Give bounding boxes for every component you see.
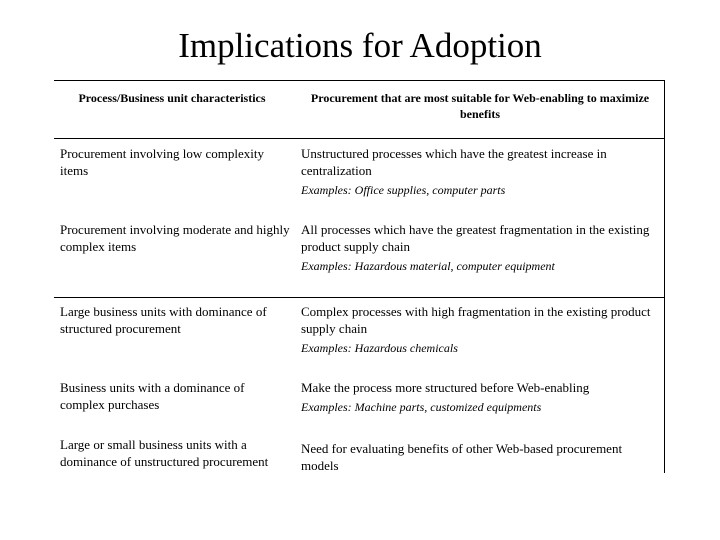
row-suitable-procurement [301, 440, 659, 474]
table-row [54, 375, 664, 431]
row-example: Examples: Hazardous material, computer equipment [301, 259, 555, 273]
row-suitable-text: All processes which have the greatest fragmentation in the existing product supply chain [301, 222, 650, 254]
row-characteristic: Large business units with dominance of structured procurement [60, 304, 267, 336]
table-header-row [54, 81, 664, 139]
row-characteristic: Procurement involving moderate and highly complex items [60, 222, 290, 254]
row-suitable-procurement [301, 221, 659, 274]
row-suitable-text: Unstructured processes which have the greatest increase in centralization [301, 146, 607, 178]
row-example: Examples: Hazardous chemicals [301, 341, 458, 355]
row-suitable-procurement [301, 379, 659, 415]
row-example: Examples: Office supplies, computer parts [301, 183, 506, 197]
header-suitable-procurement: Procurement that are most suitable for Web-enabling to maximize benefits [310, 91, 650, 121]
table-row [54, 431, 664, 473]
row-suitable-text: Complex processes with high fragmentation in the existing product supply chain [301, 304, 651, 336]
row-characteristic: Procurement involving low complexity items [60, 146, 264, 178]
row-suitable-text: Need for evaluating benefits of other Web-based procurement models [301, 441, 623, 473]
header-characteristics: Process/Business unit characteristics [78, 91, 266, 105]
adoption-table [54, 80, 665, 473]
row-suitable-procurement [301, 145, 659, 198]
row-suitable-procurement [301, 303, 659, 356]
row-suitable-text: Make the process more structured before Web-enabling [301, 380, 590, 395]
table-row [54, 138, 664, 221]
table-row [54, 298, 664, 375]
row-characteristic: Business units with a dominance of complex purchases [60, 380, 245, 412]
slide-title: Implications for Adoption [178, 26, 542, 65]
table-row [54, 221, 664, 298]
row-example: Examples: Machine parts, customized equipments [301, 400, 542, 414]
row-characteristic: Large or small business units with a dominance of unstructured procurement [60, 437, 269, 469]
